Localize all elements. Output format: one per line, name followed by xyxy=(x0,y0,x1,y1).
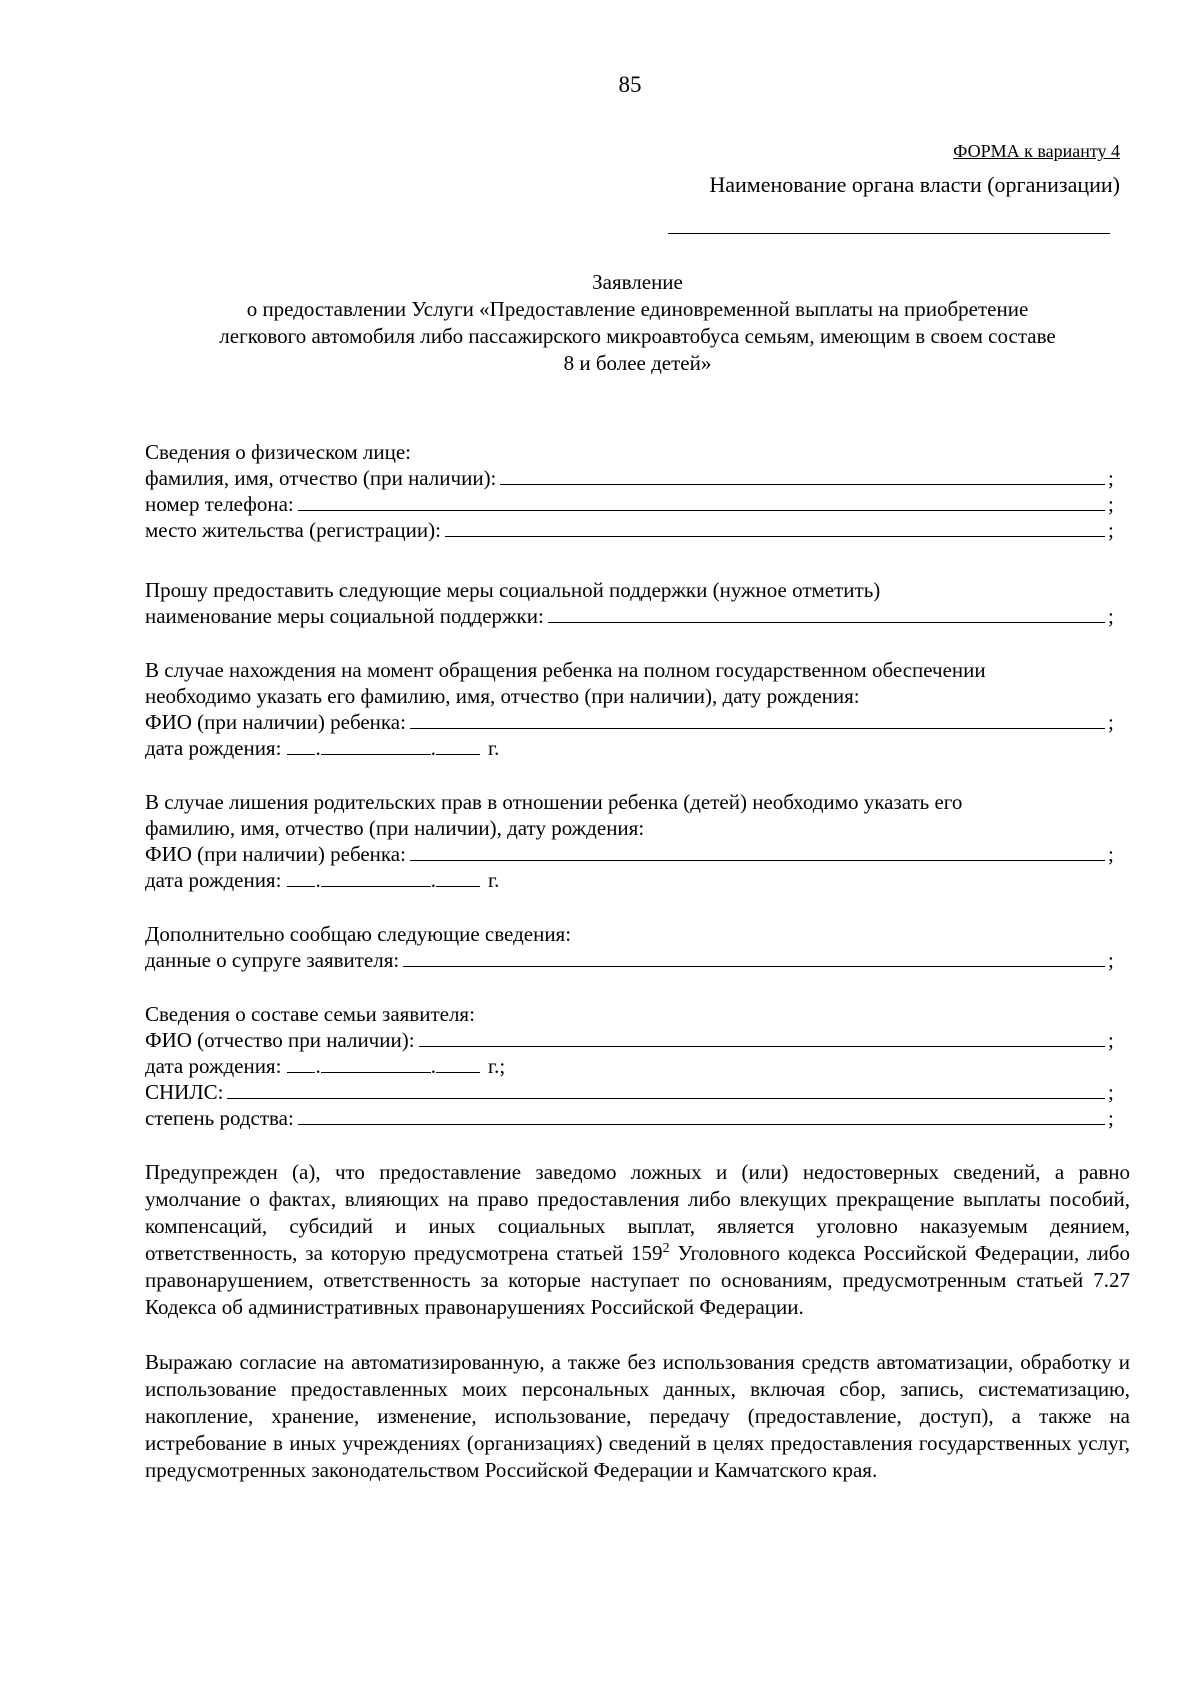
person-phone-row xyxy=(145,491,1130,517)
deprivation-section xyxy=(145,789,1130,893)
state-care-fio-label: ФИО (при наличии) ребенка: xyxy=(145,710,406,734)
warning-superscript: 2 xyxy=(662,1241,670,1256)
deprivation-fio-row xyxy=(145,841,1130,867)
family-heading: Сведения о составе семьи заявителя: xyxy=(145,1002,475,1026)
state-care-text-1: В случае нахождения на момент обращения ребенка на полном государственном обеспечении xyxy=(145,658,986,682)
family-dob-label: дата рождения: xyxy=(145,1054,282,1078)
semicolon: ; xyxy=(1108,492,1114,516)
family-fio-label: ФИО (отчество при наличии): xyxy=(145,1028,415,1052)
dot: . xyxy=(315,868,321,892)
deprivation-text-row-2 xyxy=(145,815,1130,841)
day-field[interactable] xyxy=(287,867,315,887)
family-section xyxy=(145,1001,1130,1131)
deprivation-dob-label: дата рождения: xyxy=(145,868,282,892)
title-block xyxy=(145,269,1130,377)
semicolon: ; xyxy=(1108,466,1114,490)
person-fio-field[interactable] xyxy=(500,465,1105,485)
deprivation-fio-field[interactable] xyxy=(410,841,1105,861)
request-heading: Прошу предоставить следующие меры социальной поддержки (нужное отметить) xyxy=(145,578,881,602)
semicolon: ; xyxy=(1108,710,1114,734)
title-line-2: легкового автомобиля либо пассажирского микроавтобуса семьям, имеющим в своем составе xyxy=(219,324,1056,348)
deprivation-dob-field[interactable] xyxy=(281,867,499,893)
state-care-dob-row xyxy=(145,735,1130,761)
state-care-fio-field[interactable] xyxy=(410,709,1105,729)
person-fio-row xyxy=(145,465,1130,491)
title-heading: Заявление xyxy=(592,270,683,294)
person-heading: Сведения о физическом лице: xyxy=(145,440,411,464)
snils-label: СНИЛС: xyxy=(145,1080,224,1104)
person-fio-label: фамилия, имя, отчество (при наличии): xyxy=(145,466,497,490)
state-care-dob-field[interactable] xyxy=(281,735,499,761)
dot: . xyxy=(430,1054,436,1078)
deprivation-fio-label: ФИО (при наличии) ребенка: xyxy=(145,842,406,866)
semicolon: ; xyxy=(1108,518,1114,542)
snils-field[interactable] xyxy=(227,1079,1105,1099)
state-care-dob-label: дата рождения: xyxy=(145,736,282,760)
warning-paragraph xyxy=(145,1159,1130,1321)
additional-heading-row xyxy=(145,921,1130,947)
state-care-section xyxy=(145,657,1130,761)
person-residence-row xyxy=(145,517,1130,543)
year-suffix: г.; xyxy=(487,1054,506,1078)
family-dob-field[interactable] xyxy=(281,1053,505,1079)
form-variant-label: ФОРМА к варианту 4 xyxy=(953,141,1120,161)
additional-heading: Дополнительно сообщаю следующие сведения: xyxy=(145,922,572,946)
deprivation-text-row-1 xyxy=(145,789,1130,815)
day-field[interactable] xyxy=(287,735,315,755)
form-content xyxy=(145,439,1130,1484)
additional-spouse-row xyxy=(145,947,1130,973)
title-line-1: о предоставлении Услуги «Предоставление единовременной выплаты на приобретение xyxy=(246,297,1029,321)
authority-input-line[interactable] xyxy=(668,233,1110,234)
spouse-field[interactable] xyxy=(403,947,1105,967)
consent-paragraph: Выражаю согласие на автоматизированную, а также без использования средств автоматизации, обработку и использование предоставленных моих персональных данных, включая сбор, запись, систематизацию, накопление, хранение, изменение, использование, передачу (предоставление, доступ), а также на истребование в иных учреждениях (организациях) сведений в целях предоставления государственных услуг, предусмотренных законодательством Российской Федерации и Камчатского края. xyxy=(145,1350,1130,1482)
page-number: 85 xyxy=(618,72,642,97)
person-residence-label: место жительства (регистрации): xyxy=(145,518,441,542)
request-measure-field[interactable] xyxy=(548,603,1105,623)
dot: . xyxy=(315,736,321,760)
semicolon: ; xyxy=(1108,1106,1114,1130)
deprivation-text-1: В случае лишения родительских прав в отношении ребенка (детей) необходимо указать его xyxy=(145,790,963,814)
semicolon: ; xyxy=(1108,842,1114,866)
person-phone-label: номер телефона: xyxy=(145,492,294,516)
semicolon: ; xyxy=(1108,604,1114,628)
request-heading-row xyxy=(145,577,1130,603)
person-heading-row xyxy=(145,439,1130,465)
family-dob-row xyxy=(145,1053,1130,1079)
month-field[interactable] xyxy=(321,1053,431,1073)
dot: . xyxy=(315,1054,321,1078)
request-measure-row xyxy=(145,603,1130,629)
person-phone-field[interactable] xyxy=(298,491,1105,511)
year-field[interactable] xyxy=(436,735,480,755)
family-fio-row xyxy=(145,1027,1130,1053)
request-measure-label: наименование меры социальной поддержки: xyxy=(145,604,544,628)
year-field[interactable] xyxy=(436,1053,480,1073)
semicolon: ; xyxy=(1108,948,1114,972)
warning-text-2: Уголовного кодекса Российской Федерации, либо правонарушением, ответственность за которые наступает по основаниям, предусмотренным статьей 7.27 Кодекса об административных правонарушениях Российской Федерации. xyxy=(145,1241,1130,1319)
authority-label: Наименование органа власти (организации) xyxy=(709,172,1120,197)
state-care-fio-row xyxy=(145,709,1130,735)
semicolon: ; xyxy=(1108,1080,1114,1104)
state-care-text-2: необходимо указать его фамилию, имя, отчество (при наличии), дату рождения: xyxy=(145,684,860,708)
family-relation-row xyxy=(145,1105,1130,1131)
dot: . xyxy=(430,736,436,760)
warning-text-1: Предупрежден (а), что предоставление заведомо ложных и (или) недостоверных сведений, а равно умолчание о фактах, влияющих на право предоставления либо влекущих прекращение выплаты пособий, компенсаций, субсидий и иных социальных выплат, является уголовно наказуемым деянием, ответственность, за которую предусмотрена статьей 159 xyxy=(145,1160,1130,1265)
day-field[interactable] xyxy=(287,1053,315,1073)
month-field[interactable] xyxy=(321,735,431,755)
relation-field[interactable] xyxy=(298,1105,1105,1125)
dot: . xyxy=(430,868,436,892)
family-snils-row xyxy=(145,1079,1130,1105)
month-field[interactable] xyxy=(321,867,431,887)
spouse-label: данные о супруге заявителя: xyxy=(145,948,400,972)
relation-label: степень родства: xyxy=(145,1106,294,1130)
title-line-3: 8 и более детей» xyxy=(563,351,712,375)
person-section xyxy=(145,439,1130,543)
year-field[interactable] xyxy=(436,867,480,887)
year-suffix: г. xyxy=(487,868,500,892)
family-fio-field[interactable] xyxy=(419,1027,1105,1047)
deprivation-text-2: фамилию, имя, отчество (при наличии), дату рождения: xyxy=(145,816,645,840)
family-heading-row xyxy=(145,1001,1130,1027)
semicolon: ; xyxy=(1108,1028,1114,1052)
year-suffix: г. xyxy=(487,736,500,760)
state-care-text-row-2 xyxy=(145,683,1130,709)
request-section xyxy=(145,577,1130,629)
deprivation-dob-row xyxy=(145,867,1130,893)
person-residence-field[interactable] xyxy=(445,517,1105,537)
additional-section xyxy=(145,921,1130,973)
state-care-text-row-1 xyxy=(145,657,1130,683)
